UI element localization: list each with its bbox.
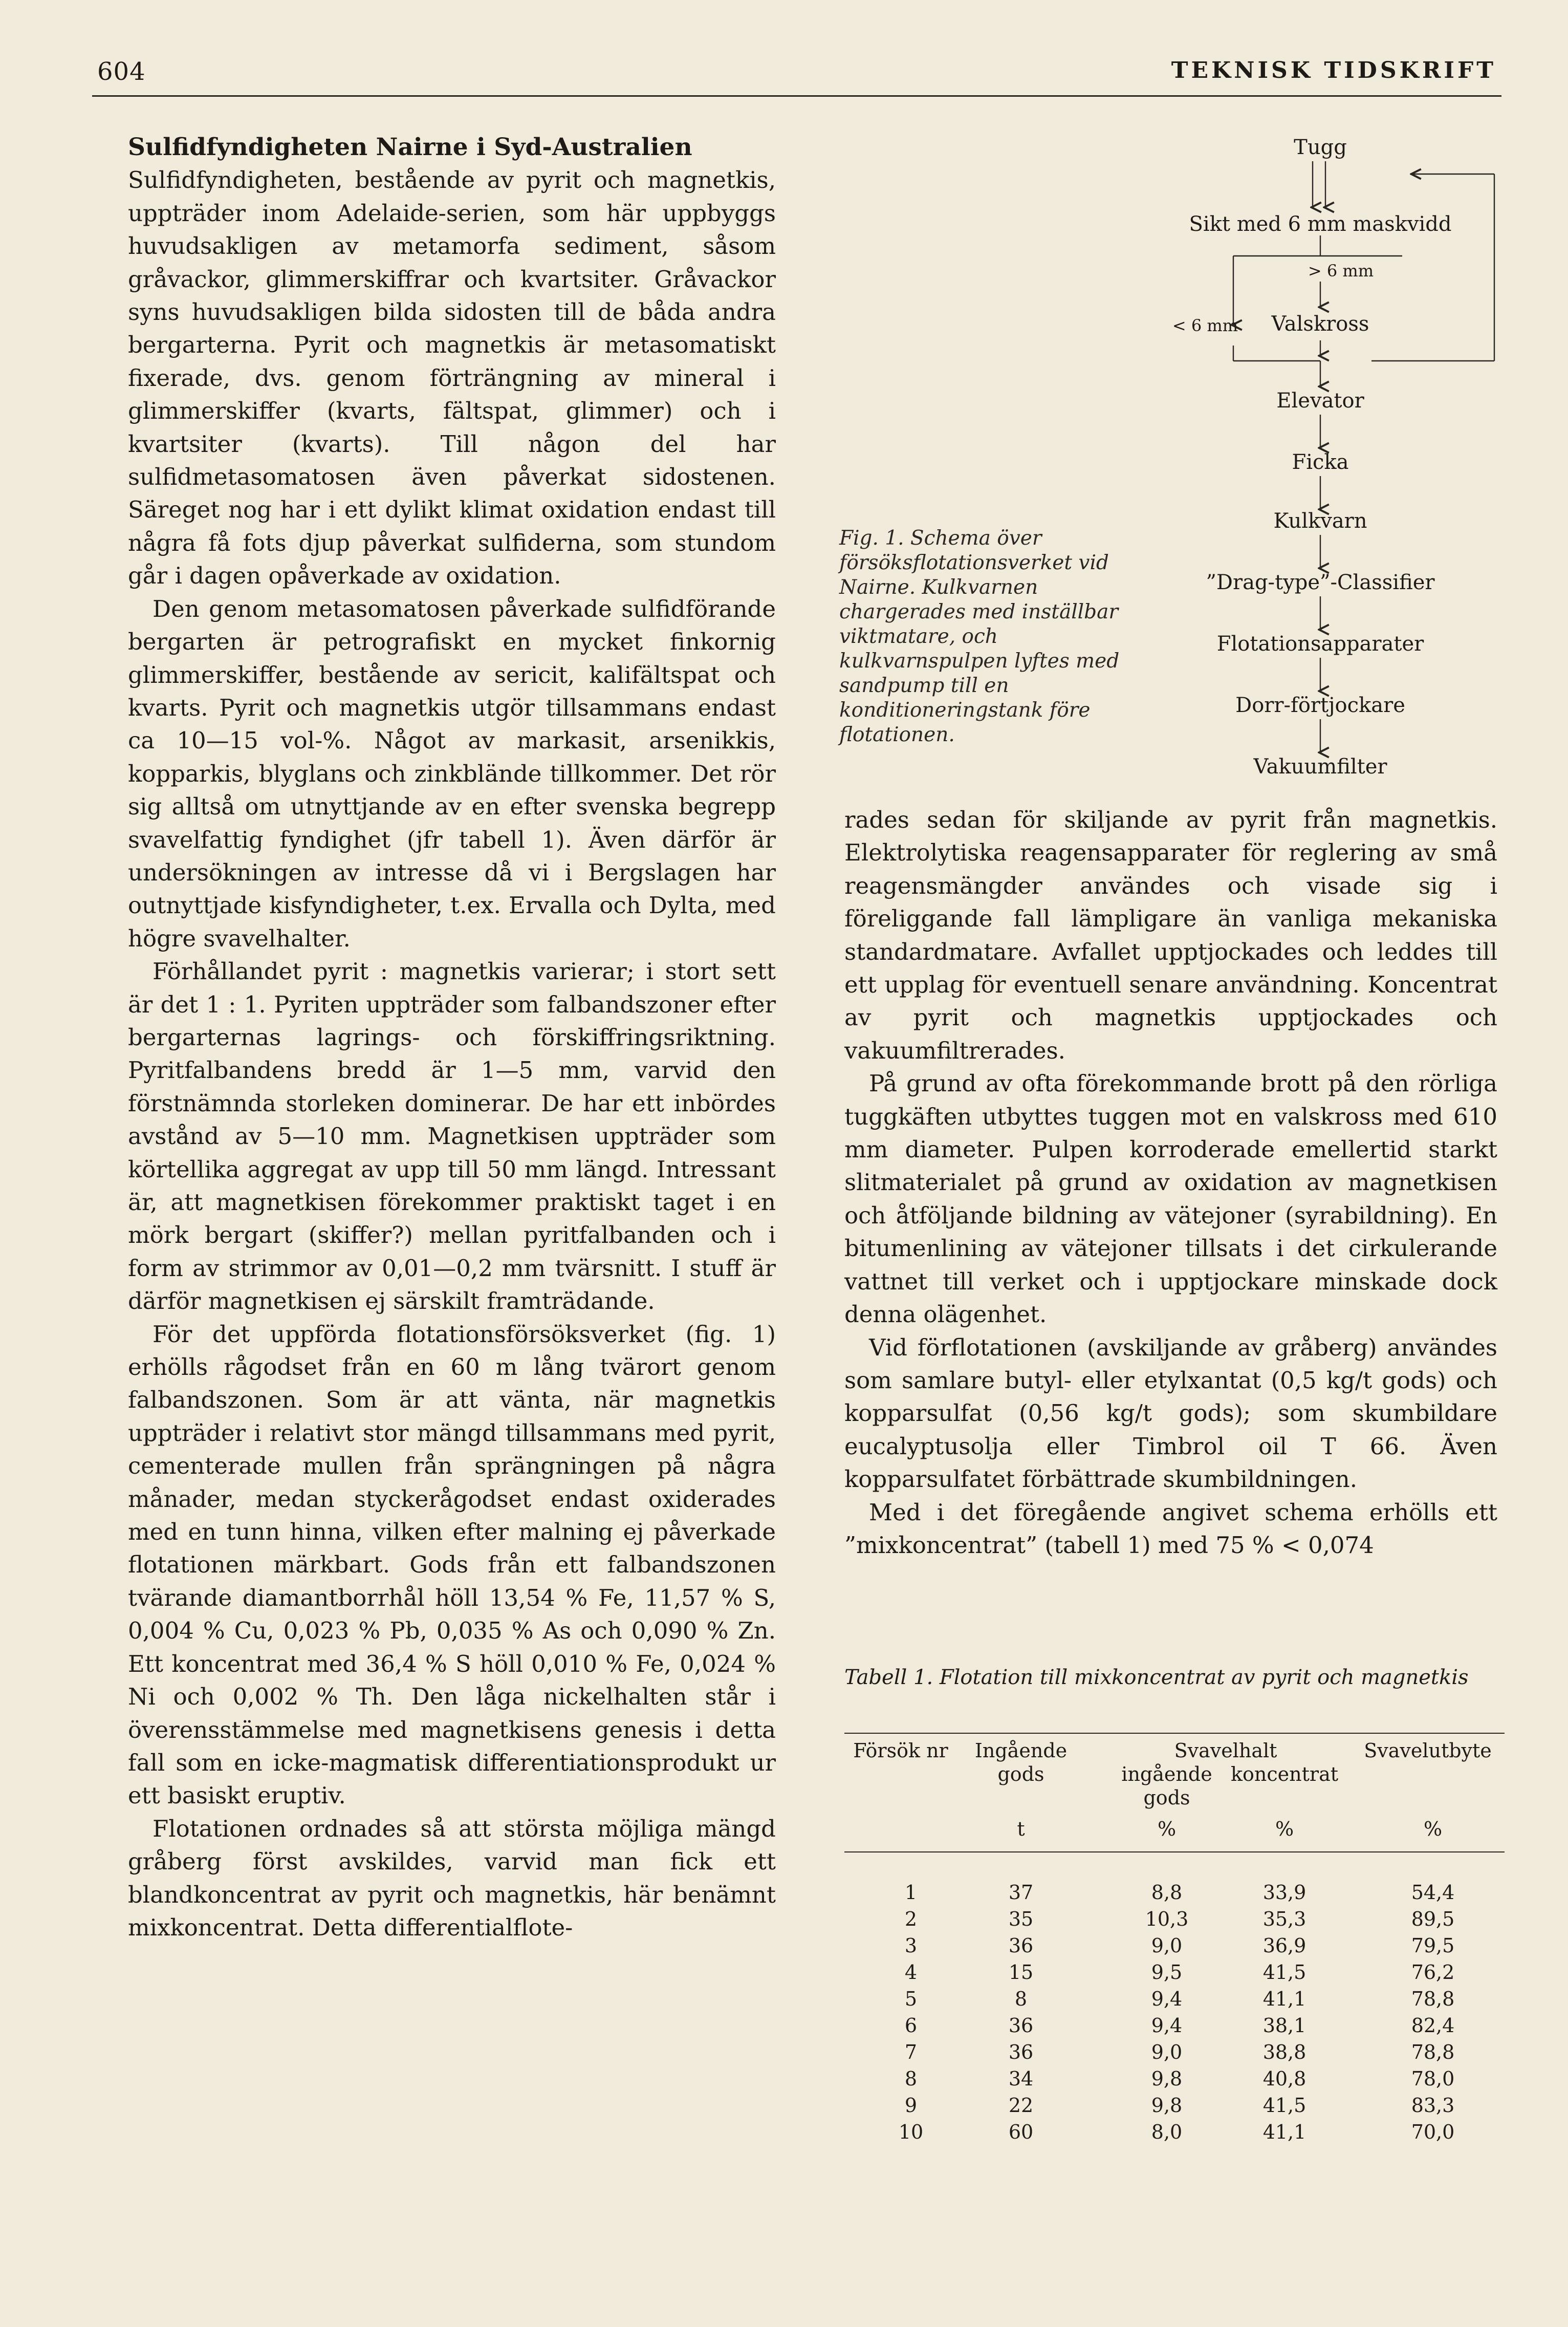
cell-ingaende: 10,3 (1145, 1908, 1189, 1930)
col-header-gods: gods (997, 1763, 1044, 1785)
flow-node-flotation: Flotationsapparater (1216, 632, 1424, 656)
cell-ingaende: 9,0 (1151, 2041, 1183, 2063)
cell-utbyte: 54,4 (1411, 1881, 1455, 1904)
cell-nr: 8 (904, 2067, 918, 2090)
header-rule (92, 95, 1501, 97)
cell-koncentrat: 33,9 (1262, 1881, 1306, 1904)
cell-nr: 2 (904, 1908, 918, 1930)
cell-t: 60 (1008, 2121, 1034, 2143)
unit-svavelutbyte: % (1423, 1818, 1443, 1840)
paragraph: Den genom metasomatosen påverkade sulfidförande bergarten är petrografiskt en mycket finkornig glimmerskiffer, bestående av sericit, kalifältspat och kvarts. Pyrit och magnetkis utgör tillsammans endast ca 10—15 vol-%. Något av markasit, arsenikkis, kopparkis, blyglans och zinkblände tillkommer. Det rör sig alltså om utnyttjande av en efter svenska begrepp svavelfattig fyndighet (jfr tabell 1). Även därför är undersökningen av intresse då vi i Bergslagen har outnyttjade kisfyndigheter, t.ex. Ervalla och Dylta, med högre svavelhalter. (128, 595, 776, 952)
col-header-svavelutbyte: Svavelutbyte (1364, 1739, 1492, 1762)
cell-utbyte: 78,8 (1411, 1988, 1455, 2010)
col-header-koncentrat: koncentrat (1231, 1763, 1338, 1785)
table-top-rule (844, 1733, 1505, 1734)
flow-node-vakuum: Vakuumfilter (1253, 755, 1387, 779)
flotation-table (844, 1733, 1505, 2168)
cell-nr: 7 (904, 2041, 918, 2063)
table-row (844, 2014, 1505, 2041)
flow-node-kulkvarn: Kulkvarn (1273, 509, 1367, 533)
paragraph: För det uppförda flotationsförsöksverket (fig. 1) erhölls rågodset från en 60 m lång tvärort genom falbandszonen. Som är att vänta, när magnetkis uppträder i relativt stor mängd tillsammans med pyrit, cementerade mullen från sprängningen på några månader, medan styckerågodset endast oxiderades med en tunn hinna, vilken efter malning ej påverkade flotationen märkbart. Gods från ett falbandszonen tvärande diamantborrhål höll 13,54 % Fe, 11,57 % S, 0,004 % Cu, 0,023 % Pb, 0,035 % As och 0,090 % Zn. Ett koncentrat med 36,4 % S höll 0,010 % Fe, 0,024 % Ni och 0,002 % Th. Den låga nickelhalten står i överensstämmelse med magnetkisens genesis i detta fall som en icke-magmatisk differentiationsprodukt ur ett basiskt eruptiv. (128, 1320, 776, 1809)
cell-koncentrat: 38,8 (1262, 2041, 1306, 2063)
table-caption: Tabell 1. Flotation till mixkoncentrat av pyrit och magnetkis (844, 1666, 1469, 1689)
flow-node-dorr: Dorr-förtjockare (1235, 694, 1405, 717)
flow-label-under-6mm: < 6 mm (1172, 316, 1238, 335)
cell-koncentrat: 38,1 (1262, 2014, 1306, 2037)
cell-nr: 6 (904, 2014, 918, 2037)
unit-ingaende-gods: % (1157, 1818, 1177, 1840)
flow-node-sikt: Sikt med 6 mm maskvidd (1189, 212, 1452, 236)
cell-utbyte: 89,5 (1411, 1908, 1455, 1930)
flow-node-classifier: ”Drag-type”-Classifier (1206, 571, 1435, 594)
cell-ingaende: 9,4 (1151, 1988, 1183, 2010)
cell-koncentrat: 36,9 (1262, 1934, 1306, 1957)
cell-t: 36 (1008, 2041, 1034, 2063)
cell-utbyte: 76,2 (1411, 1961, 1455, 1984)
table-row (844, 2067, 1505, 2094)
flow-node-ficka: Ficka (1292, 450, 1349, 474)
cell-koncentrat: 41,1 (1262, 2121, 1306, 2143)
cell-ingaende: 8,8 (1151, 1881, 1183, 1904)
right-column (844, 804, 1497, 1562)
flow-node-valskross: Valskross (1271, 312, 1369, 336)
cell-ingaende: 9,8 (1151, 2067, 1183, 2090)
cell-ingaende: 9,5 (1151, 1961, 1183, 1984)
page-number: 604 (97, 57, 146, 86)
cell-utbyte: 79,5 (1411, 1934, 1455, 1957)
cell-t: 36 (1008, 2014, 1034, 2037)
cell-nr: 3 (904, 1934, 918, 1957)
cell-ingaende: 8,0 (1151, 2121, 1183, 2143)
cell-t: 37 (1008, 1881, 1034, 1904)
col-header-ingaende-gods: ingående gods (1121, 1763, 1212, 1809)
cell-ingaende: 9,8 (1151, 2094, 1183, 2117)
cell-t: 15 (1008, 1961, 1034, 1984)
cell-nr: 1 (904, 1881, 918, 1904)
cell-koncentrat: 41,5 (1262, 1961, 1306, 1984)
table-row (844, 1881, 1505, 1908)
paragraph: rades sedan för skiljande av pyrit från magnetkis. Elektrolytiska reagensapparater för reglering av små reagensmängder användes och visade sig i föreliggande fall lämpligare än vanliga mekaniska standardmatare. Avfallet upptjockades och leddes till ett upplag för eventuell senare användning. Koncentrat av pyrit och magnetkis upptjockades och vakuumfiltrerades. (844, 806, 1497, 1064)
paragraph: Förhållandet pyrit : magnetkis varierar; i stort sett är det 1 : 1. Pyriten uppträder som falbandszoner efter bergarternas lagrings- och förskiffringsriktning. Pyritfalbandens bredd är 1—5 mm, varvid den förstnämnda storleken dominerar. De har ett inbördes avstånd av 5—10 mm. Magnetkisen uppträder som körtellika aggregat av upp till 50 mm längd. Intressant är, att magnetkisen förekommer praktiskt taget i en mörk bergart (skiffer?) mellan pyritfalbanden och i form av strimmor av 0,01—0,2 mm tvärsnitt. I stuff är därför magnetkisen ej särskilt framträdande. (128, 958, 776, 1315)
col-header-ingaende: Ingående (974, 1739, 1068, 1762)
cell-nr: 9 (904, 2094, 918, 2117)
table-row (844, 2041, 1505, 2067)
cell-koncentrat: 41,1 (1262, 1988, 1306, 2010)
col-header-forsok: Försök nr (853, 1739, 948, 1762)
cell-nr: 4 (904, 1961, 918, 1984)
cell-t: 34 (1008, 2067, 1034, 2090)
cell-ingaende: 9,0 (1151, 1934, 1183, 1957)
table-row (844, 1934, 1505, 1961)
cell-nr: 5 (904, 1988, 918, 2010)
journal-title: TEKNISK TIDSKRIFT (1171, 57, 1496, 83)
flow-node-tugg: Tugg (1294, 136, 1347, 159)
col-header-svavelhalt: Svavelhalt (1174, 1739, 1277, 1762)
cell-koncentrat: 40,8 (1262, 2067, 1306, 2090)
cell-utbyte: 78,8 (1411, 2041, 1455, 2063)
left-column (128, 131, 776, 1944)
table-row (844, 2094, 1505, 2121)
table-row (844, 1988, 1505, 2014)
figure-caption: Fig. 1. Schema över försöksflotationsverket vid Nairne. Kulkvarnen chargerades med inställbar viktmatare, och kulkvarnspulpen lyftes med sandpump till en konditioneringstank före flotationen. (839, 527, 1120, 746)
table-row (844, 1961, 1505, 1988)
cell-t: 8 (1014, 1988, 1028, 2010)
cell-utbyte: 78,0 (1411, 2067, 1455, 2090)
cell-t: 36 (1008, 1934, 1034, 1957)
paragraph: Med i det föregående angivet schema erhölls ett ”mixkoncentrat” (tabell 1) med 75 % < 0,074 (844, 1498, 1497, 1559)
cell-ingaende: 9,4 (1151, 2014, 1183, 2037)
cell-utbyte: 70,0 (1411, 2121, 1455, 2143)
unit-ingaende: t (1017, 1818, 1025, 1840)
cell-utbyte: 83,3 (1411, 2094, 1455, 2117)
cell-utbyte: 82,4 (1411, 2014, 1455, 2037)
flow-node-elevator: Elevator (1276, 389, 1364, 413)
unit-koncentrat: % (1275, 1818, 1294, 1840)
cell-nr: 10 (898, 2121, 924, 2143)
cell-t: 22 (1008, 2094, 1034, 2117)
table-header-rule (844, 1851, 1505, 1852)
paragraph: Vid förflotationen (avskiljande av gråberg) användes som samlare butyl- eller etylxantat (0,5 kg/t gods) och kopparsulfat (0,56 kg/t gods); som skumbildare eucalyptusolja eller Timbrol oil T 66. Även kopparsulfatet förbättrade skumbildningen. (844, 1333, 1497, 1493)
paragraph: På grund av ofta förekommande brott på den rörliga tuggkäften utbyttes tuggen mot en valskross med 610 mm diameter. Pulpen korroderade emellertid starkt slitmaterialet på grund av oxidation av magnetkisen och åtföljande bildning av vätejoner (syrabildning). En bitumenlining av vätejoner tillsats i det cirkulerande vattnet till verket och i upptjockare minskade dock denna olägenhet. (844, 1070, 1497, 1328)
cell-t: 35 (1008, 1908, 1034, 1930)
paragraph: Flotationen ordnades så att största möjliga mängd gråberg först avskildes, varvid man fick ett blandkoncentrat av pyrit och magnetkis, här benämnt mixkoncentrat. Detta differentialflote- (128, 1815, 776, 1941)
table-row (844, 2121, 1505, 2147)
cell-koncentrat: 41,5 (1262, 2094, 1306, 2117)
flowsheet-diagram (1157, 131, 1515, 786)
paragraph: Sulfidfyndigheten, bestående av pyrit och magnetkis, uppträder inom Adelaide-serien, som här uppbyggs huvudsakligen av metamorfa sediment, såsom gråvackor, glimmerskiffrar och kvartsiter. Gråvackor syns huvudsakligen bilda sidosten till de båda andra bergarterna. Pyrit och magnetkis är metasomatiskt fixerade, dvs. genom förträngning av mineral i glimmerskiffer (kvarts, fältspat, glimmer) och i kvartsiter (kvarts). Till någon del har sulfidmetasomatosen även påverkat sidostenen. Säreget nog har i ett dylikt klimat oxidation endast till några få fots djup påverkat sulfiderna, som stundom går i dagen opåverkade av oxidation. (128, 166, 776, 590)
flow-label-over-6mm: > 6 mm (1308, 261, 1374, 281)
article-heading: Sulfidfyndigheten Nairne i Syd-Australien (128, 133, 692, 161)
cell-koncentrat: 35,3 (1262, 1908, 1306, 1930)
table-row (844, 1908, 1505, 1934)
